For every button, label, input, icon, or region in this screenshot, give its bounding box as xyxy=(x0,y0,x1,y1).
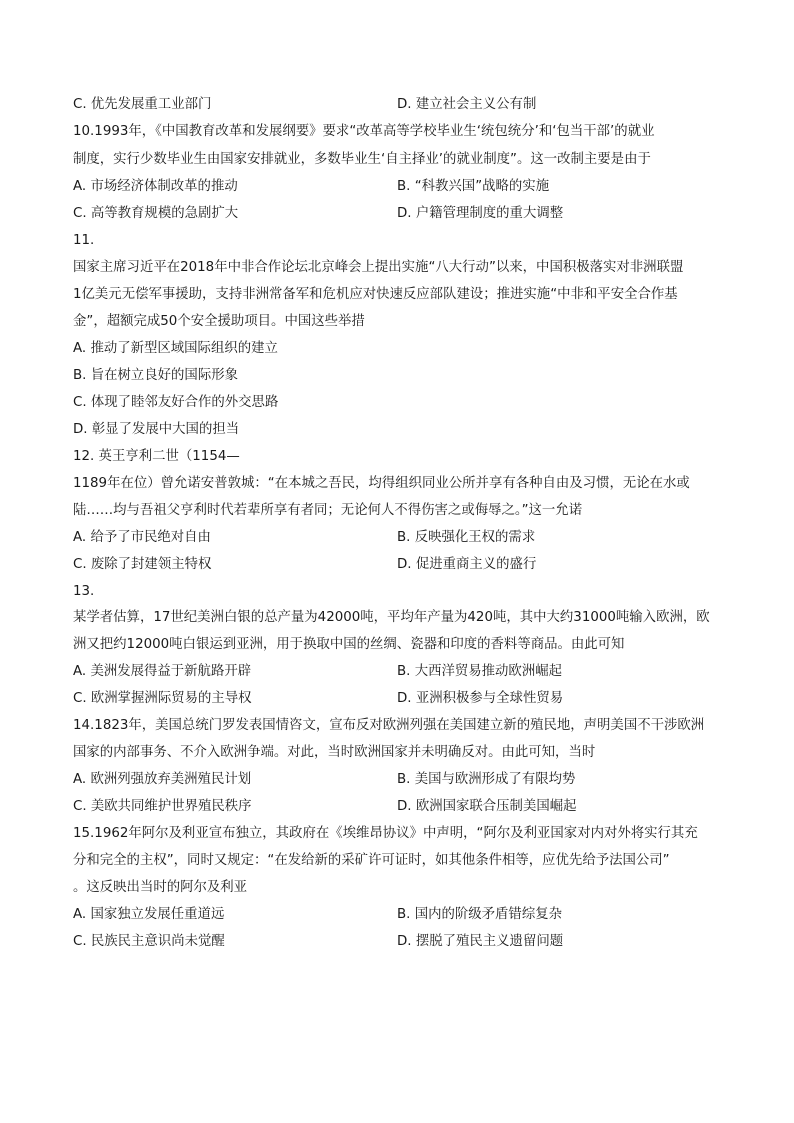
q14-option-c[interactable]: C. 美欧共同维护世界殖民秩序 xyxy=(73,799,252,814)
q10-stem-line-2: 制度，实行少数毕业生由国家安排就业，多数毕业生‘自主择业’的就业制度”。这一改制主要是由于 xyxy=(73,152,651,167)
q11-stem-line-2: 1亿美元无偿军事援助，支持非洲常备军和危机应对快速反应部队建设；推进实施“中非和平安全合作基 xyxy=(73,287,678,302)
q15-stem-line-3: 。这反映出当时的阿尔及利亚 xyxy=(73,880,248,895)
q13-stem-line-1: 某学者估算，17世纪美洲白银的总产量为42000吨，平均年产量为420吨，其中大约31000吨输入欧洲，欧 xyxy=(73,610,710,625)
q15-stem-line-2: 分和完全的主权”，同时又规定：“在发给新的采矿许可证时，如其他条件相等，应优先给予法国公司” xyxy=(73,853,670,868)
q14-option-b[interactable]: B. 美国与欧洲形成了有限均势 xyxy=(397,772,576,787)
q10-option-a[interactable]: A. 市场经济体制改革的推动 xyxy=(73,179,238,194)
q13-option-b[interactable]: B. 大西洋贸易推动欧洲崛起 xyxy=(397,664,562,679)
q12-option-d[interactable]: D. 促进重商主义的盛行 xyxy=(397,557,537,572)
q11-number: 11. xyxy=(73,233,95,248)
q15-option-d[interactable]: D. 摆脱了殖民主义遗留问题 xyxy=(397,934,564,949)
q13-option-a[interactable]: A. 美洲发展得益于新航路开辟 xyxy=(73,664,252,679)
q12-option-a[interactable]: A. 给予了市民绝对自由 xyxy=(73,530,211,545)
q11-option-d[interactable]: D. 彰显了发展中大国的担当 xyxy=(73,422,240,437)
q14-option-a[interactable]: A. 欧洲列强放弃美洲殖民计划 xyxy=(73,772,252,787)
q12-stem-line-2: 1189年在位）曾允诺安普敦城：“在本城之吾民，均得组织同业公所并享有各种自由及习惯，无论在水或 xyxy=(73,476,690,491)
q11-option-c[interactable]: C. 体现了睦邻友好合作的外交思路 xyxy=(73,395,279,410)
q11-stem-line-1: 国家主席习近平在2018年中非合作论坛北京峰会上提出实施“八大行动”以来，中国积极落实对非洲联盟 xyxy=(73,260,684,275)
q13-number: 13. xyxy=(73,584,95,599)
q11-stem-line-3: 金”，超额完成50个安全援助项目。中国这些举措 xyxy=(73,314,365,329)
q10-option-b[interactable]: B. “科教兴国”战略的实施 xyxy=(397,179,550,194)
q14-option-d[interactable]: D. 欧洲国家联合压制美国崛起 xyxy=(397,799,577,814)
q12-option-b[interactable]: B. 反映强化王权的需求 xyxy=(397,530,536,545)
q12-stem-line-3: 陆……均与吾祖父亨利时代若辈所享有者同；无论何人不得伤害之或侮辱之。”这一允诺 xyxy=(73,503,583,518)
q13-option-d[interactable]: D. 亚洲积极参与全球性贸易 xyxy=(397,691,564,706)
q13-option-c[interactable]: C. 欧洲掌握洲际贸易的主导权 xyxy=(73,691,252,706)
q9-option-d[interactable]: D. 建立社会主义公有制 xyxy=(397,97,537,112)
q12-stem-line-1: 12. 英王亨利二世（1154— xyxy=(73,449,240,464)
q12-option-c[interactable]: C. 废除了封建领主特权 xyxy=(73,557,212,572)
q15-option-b[interactable]: B. 国内的阶级矛盾错综复杂 xyxy=(397,907,562,922)
q9-option-c[interactable]: C. 优先发展重工业部门 xyxy=(73,97,212,112)
q14-stem-line-1: 14.1823年，美国总统门罗发表国情咨文，宣布反对欧洲列强在美国建立新的殖民地，声明美国不干涉欧洲 xyxy=(73,718,705,733)
q14-stem-line-2: 国家的内部事务、不介入欧洲争端。对此，当时欧洲国家并未明确反对。由此可知，当时 xyxy=(73,745,596,760)
q10-option-c[interactable]: C. 高等教育规模的急剧扩大 xyxy=(73,206,239,221)
q15-option-c[interactable]: C. 民族民主意识尚未觉醒 xyxy=(73,934,225,949)
q11-option-b[interactable]: B. 旨在树立良好的国际形象 xyxy=(73,368,238,383)
q11-option-a[interactable]: A. 推动了新型区域国际组织的建立 xyxy=(73,341,278,356)
q15-stem-line-1: 15.1962年阿尔及利亚宣布独立，其政府在《埃维昂协议》中声明，“阿尔及利亚国家对内对外将实行其充 xyxy=(73,826,698,841)
q15-option-a[interactable]: A. 国家独立发展任重道远 xyxy=(73,907,225,922)
q13-stem-line-2: 洲又把约12000吨白银运到亚洲，用于换取中国的丝绸、瓷器和印度的香料等商品。由此可知 xyxy=(73,637,625,652)
q10-option-d[interactable]: D. 户籍管理制度的重大调整 xyxy=(397,206,564,221)
q10-stem-line-1: 10.1993年，《中国教育改革和发展纲要》要求“改革高等学校毕业生‘统包统分’和‘包当干部’的就业 xyxy=(73,124,655,139)
